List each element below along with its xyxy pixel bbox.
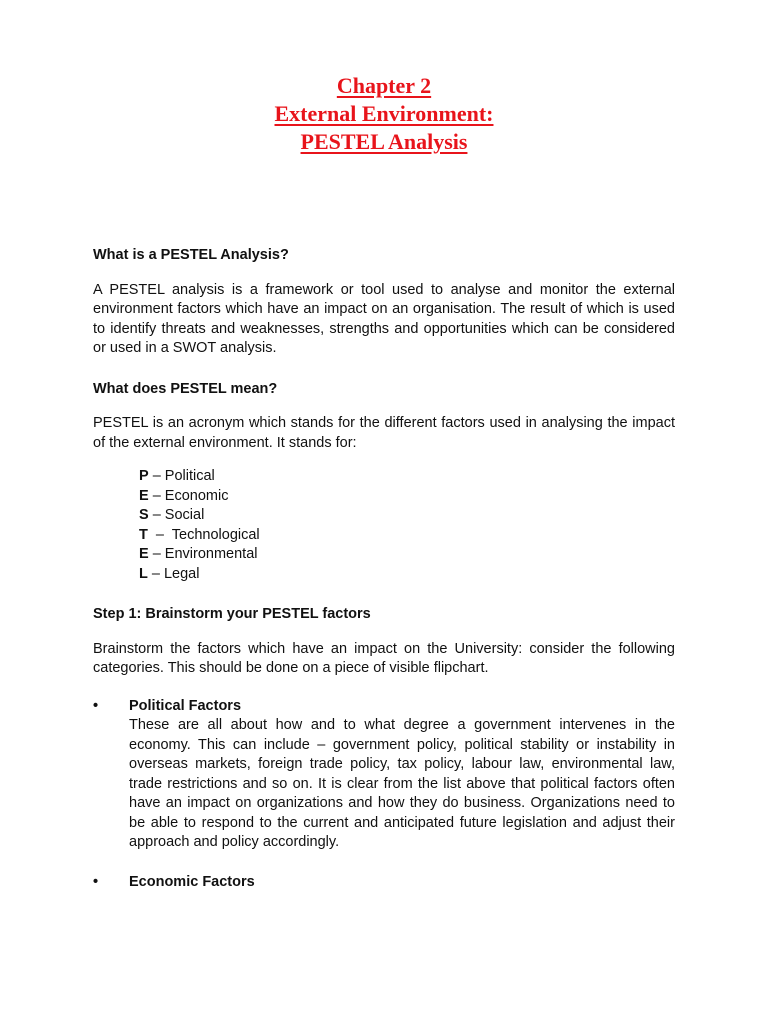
acronym-item bbox=[139, 487, 675, 507]
acronym-item bbox=[139, 545, 675, 565]
paragraph-step-1: Brainstorm the factors which have an impact on the University: consider the following categories. This should be done on a piece of visible flipchart. bbox=[93, 640, 675, 676]
acronym-separator: – bbox=[147, 526, 172, 543]
acronym-word: Legal bbox=[163, 565, 200, 582]
acronym-word: Technological bbox=[171, 526, 260, 543]
acronym-separator: – bbox=[148, 546, 165, 562]
acronym-word: Economic bbox=[164, 487, 229, 504]
acronym-item bbox=[139, 467, 675, 487]
paragraph-what-is: A PESTEL analysis is a framework or tool used to analyse and monitor the external environment factors which have an impact on an organisation. The result of which is used to identify threats and weaknesses, strengths and opportunities which can be considered or used in a SWOT analysis. bbox=[93, 281, 675, 356]
bullet-icon: • bbox=[93, 697, 99, 714]
bullet-title-political: Political Factors bbox=[129, 697, 242, 714]
chapter-subtitle: External Environment: bbox=[274, 101, 494, 126]
acronym-separator: – bbox=[147, 565, 164, 582]
acronym-letter: E bbox=[139, 546, 149, 562]
paragraph-what-does: PESTEL is an acronym which stands for the different factors used in analysing the impact of the external environment. It stands for: bbox=[93, 415, 675, 451]
acronym-separator: – bbox=[148, 507, 165, 523]
acronym-letter: S bbox=[139, 507, 149, 523]
chapter-number: Chapter 2 bbox=[336, 73, 432, 98]
bullet-title-economic: Economic Factors bbox=[129, 873, 255, 890]
acronym-list bbox=[93, 467, 675, 584]
bullet-icon: • bbox=[93, 873, 99, 890]
acronym-separator: – bbox=[148, 487, 165, 504]
section-heading-what-does: What does PESTEL mean? bbox=[93, 380, 278, 397]
acronym-word: Social bbox=[164, 507, 205, 523]
section-heading-what-is: What is a PESTEL Analysis? bbox=[93, 247, 289, 263]
chapter-topic: PESTEL Analysis bbox=[300, 129, 468, 154]
chapter-title bbox=[0, 72, 768, 156]
acronym-item bbox=[139, 526, 675, 546]
bullet-political bbox=[93, 697, 675, 853]
bullet-text-political: These are all about how and to what degree a government intervenes in the economy. This can include – government policy, political stability or instability in overseas markets, foreign trade policy, tax policy, labour law, environmental law, trade restrictions and so on. It is clear from the list above that political factors often have an impact on organizations and how they do business. Organizations need to be able to respond to the current and anticipated future legislation and adjust their approach and policy accordingly. bbox=[129, 717, 675, 850]
acronym-letter: T bbox=[139, 526, 148, 543]
acronym-item bbox=[139, 565, 675, 585]
acronym-item bbox=[139, 506, 675, 526]
acronym-separator: – bbox=[148, 468, 165, 484]
acronym-letter: P bbox=[139, 468, 149, 484]
acronym-letter: L bbox=[139, 565, 148, 582]
acronym-word: Political bbox=[164, 468, 215, 484]
section-heading-step-1: Step 1: Brainstorm your PESTEL factors bbox=[93, 606, 371, 622]
acronym-letter: E bbox=[139, 487, 149, 504]
bullet-economic bbox=[93, 873, 675, 893]
acronym-word: Environmental bbox=[164, 546, 258, 562]
document-body bbox=[93, 246, 675, 892]
